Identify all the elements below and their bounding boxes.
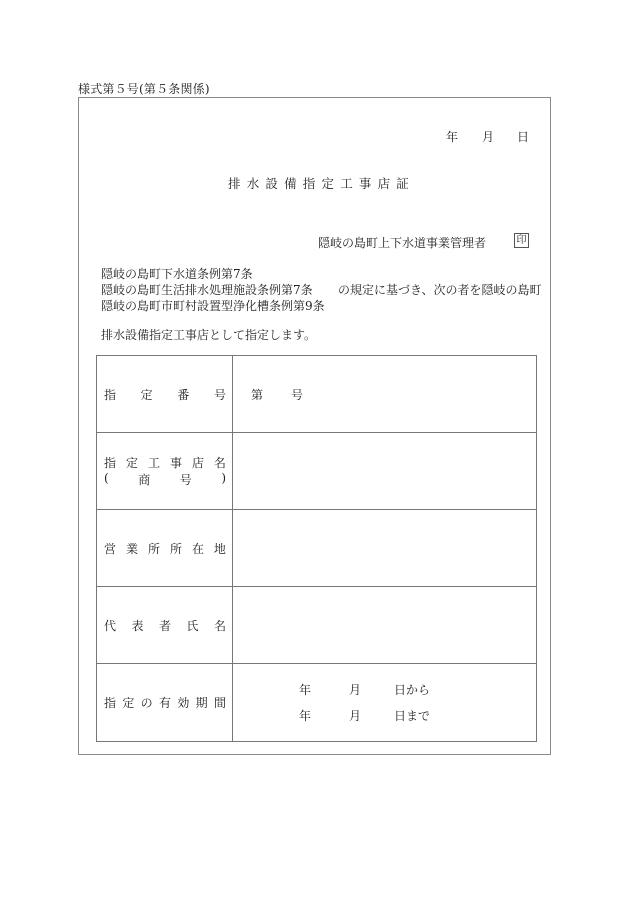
date-day: 日	[517, 130, 530, 144]
value-representative[interactable]	[233, 587, 537, 664]
table-row-shop-name	[97, 433, 537, 510]
value-validity-period[interactable]	[233, 664, 537, 742]
label-designation-number: 指 定 番 号	[97, 356, 233, 433]
label-trade-name: ( 商 号 )	[104, 471, 226, 487]
label-representative: 代 表 者 氏 名	[97, 587, 233, 664]
issuer-name: 隠岐の島町上下水道事業管理者	[318, 236, 487, 250]
ordinance-septic: 隠岐の島町市町村設置型浄化槽条例第9条	[101, 299, 325, 313]
date-year: 年	[446, 130, 459, 144]
label-office-address: 営 業 所 所 在 地	[97, 510, 233, 587]
value-designation-number[interactable]: 第 号	[233, 356, 537, 433]
table-row-designation-number	[97, 356, 537, 433]
certificate-info-table	[96, 355, 537, 742]
ordinance-sewer: 隠岐の島町下水道条例第7条	[101, 267, 253, 281]
form-number-label: 様式第５号(第５条関係)	[78, 82, 210, 96]
table-row-representative	[97, 587, 537, 664]
label-validity-period: 指 定 の 有 効 期 間	[97, 664, 233, 742]
validity-from: 年 月 日から	[299, 682, 431, 697]
closing-text: 排水設備指定工事店として指定します。	[101, 328, 317, 342]
table-row-validity-period	[97, 664, 537, 742]
label-shop-name: 指 定 工 事 店 名 ( 商 号 )	[97, 433, 233, 510]
certificate-title: 排水設備指定工事店証	[228, 176, 416, 191]
basis-text: の規定に基づき、次の者を隠岐の島町	[338, 283, 542, 297]
date-month: 月	[482, 130, 495, 144]
value-office-address[interactable]	[233, 510, 537, 587]
ordinance-wastewater: 隠岐の島町生活排水処理施設条例第7条	[101, 283, 313, 297]
table-row-office-address	[97, 510, 537, 587]
seal-mark: 印	[514, 233, 529, 248]
value-shop-name[interactable]	[233, 433, 537, 510]
validity-to: 年 月 日まで	[299, 708, 431, 723]
